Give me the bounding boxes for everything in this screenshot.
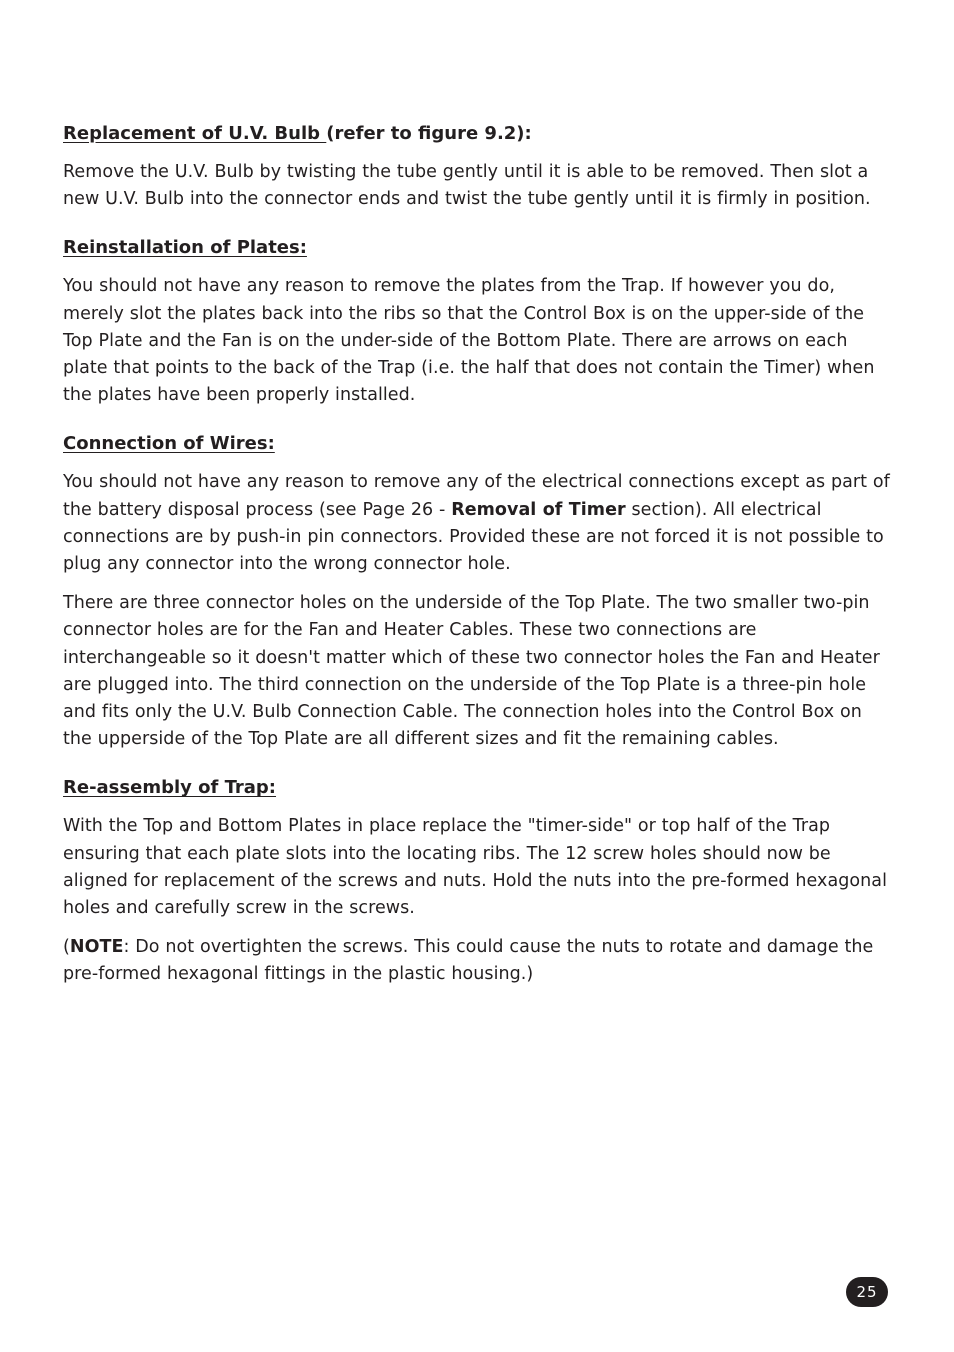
paragraph-text: You should not have any reason to remove any of the electrical connections except as part of the battery disposal process (see Page 26 - xyxy=(63,472,890,520)
paragraph: With the Top and Bottom Plates in place replace the "timer-side" or top half of the Trap ensuring that each plate slots into the locating ribs. The 12 screw holes should now be aligned for replacement of the screws and nuts. Hold the nuts into the pre-formed hexagonal holes and carefully screw in the screws. xyxy=(63,816,887,919)
section-connection-of-wires xyxy=(63,430,895,753)
section-reinstallation-of-plates xyxy=(63,234,895,409)
section-uv-bulb-replacement xyxy=(63,120,895,213)
section-reassembly-of-trap xyxy=(63,774,895,988)
section-heading xyxy=(63,120,895,147)
note-label: NOTE xyxy=(69,937,124,958)
section-heading xyxy=(63,234,895,261)
note-open-paren: ( xyxy=(63,937,70,958)
heading-figure-reference: (refer to figure 9.2): xyxy=(326,123,532,144)
heading-underlined-text: Reinstallation of Plates: xyxy=(63,237,307,259)
heading-underlined-text: Re-assembly of Trap: xyxy=(63,777,277,799)
note-paragraph xyxy=(63,934,895,988)
paragraph-text: section). All electrical connections are by push-in pin connectors. Provided these are not forced it is not possible to plug any connector into the wrong connector hole. xyxy=(63,499,884,575)
note-text: : Do not overtighten the screws. This could cause the nuts to rotate and damage the pre-formed hexagonal fittings in the plastic housing.) xyxy=(63,937,874,985)
manual-page-content xyxy=(63,120,895,1010)
paragraph: You should not have any reason to remove the plates from the Trap. If however you do, merely slot the plates back into the ribs so that the Control Box is on the upper-side of the Top Plate and the Fan is on the under-side of the Bottom Plate. There are arrows on each plate that points to the back of the Trap (i.e. the half that does not contain the Timer) when the plates have been properly installed. xyxy=(63,276,875,406)
paragraph: There are three connector holes on the underside of the Top Plate. The two smaller two-pin connector holes are for the Fan and Heater Cables. These two connections are interchangeable so it doesn't matter which of these two connector holes the Fan and Heater are plugged into. The third connection on the underside of the Top Plate is a three-pin hole and fits only the U.V. Bulb Connection Cable. The connection holes into the Control Box on the upperside of the Top Plate are all different sizes and fit the remaining cables. xyxy=(63,593,880,750)
heading-underlined-text: Replacement of U.V. Bulb xyxy=(63,123,327,144)
paragraph xyxy=(63,469,895,578)
cross-reference-bold: Removal of Timer xyxy=(451,499,626,520)
section-heading xyxy=(63,774,895,801)
page-number-badge: 25 xyxy=(846,1277,888,1307)
heading-underlined-text: Connection of Wires: xyxy=(63,433,275,455)
section-heading xyxy=(63,430,895,457)
paragraph: Remove the U.V. Bulb by twisting the tube gently until it is able to be removed. Then slot a new U.V. Bulb into the connector ends and twist the tube gently until it is firmly in position. xyxy=(63,162,871,210)
